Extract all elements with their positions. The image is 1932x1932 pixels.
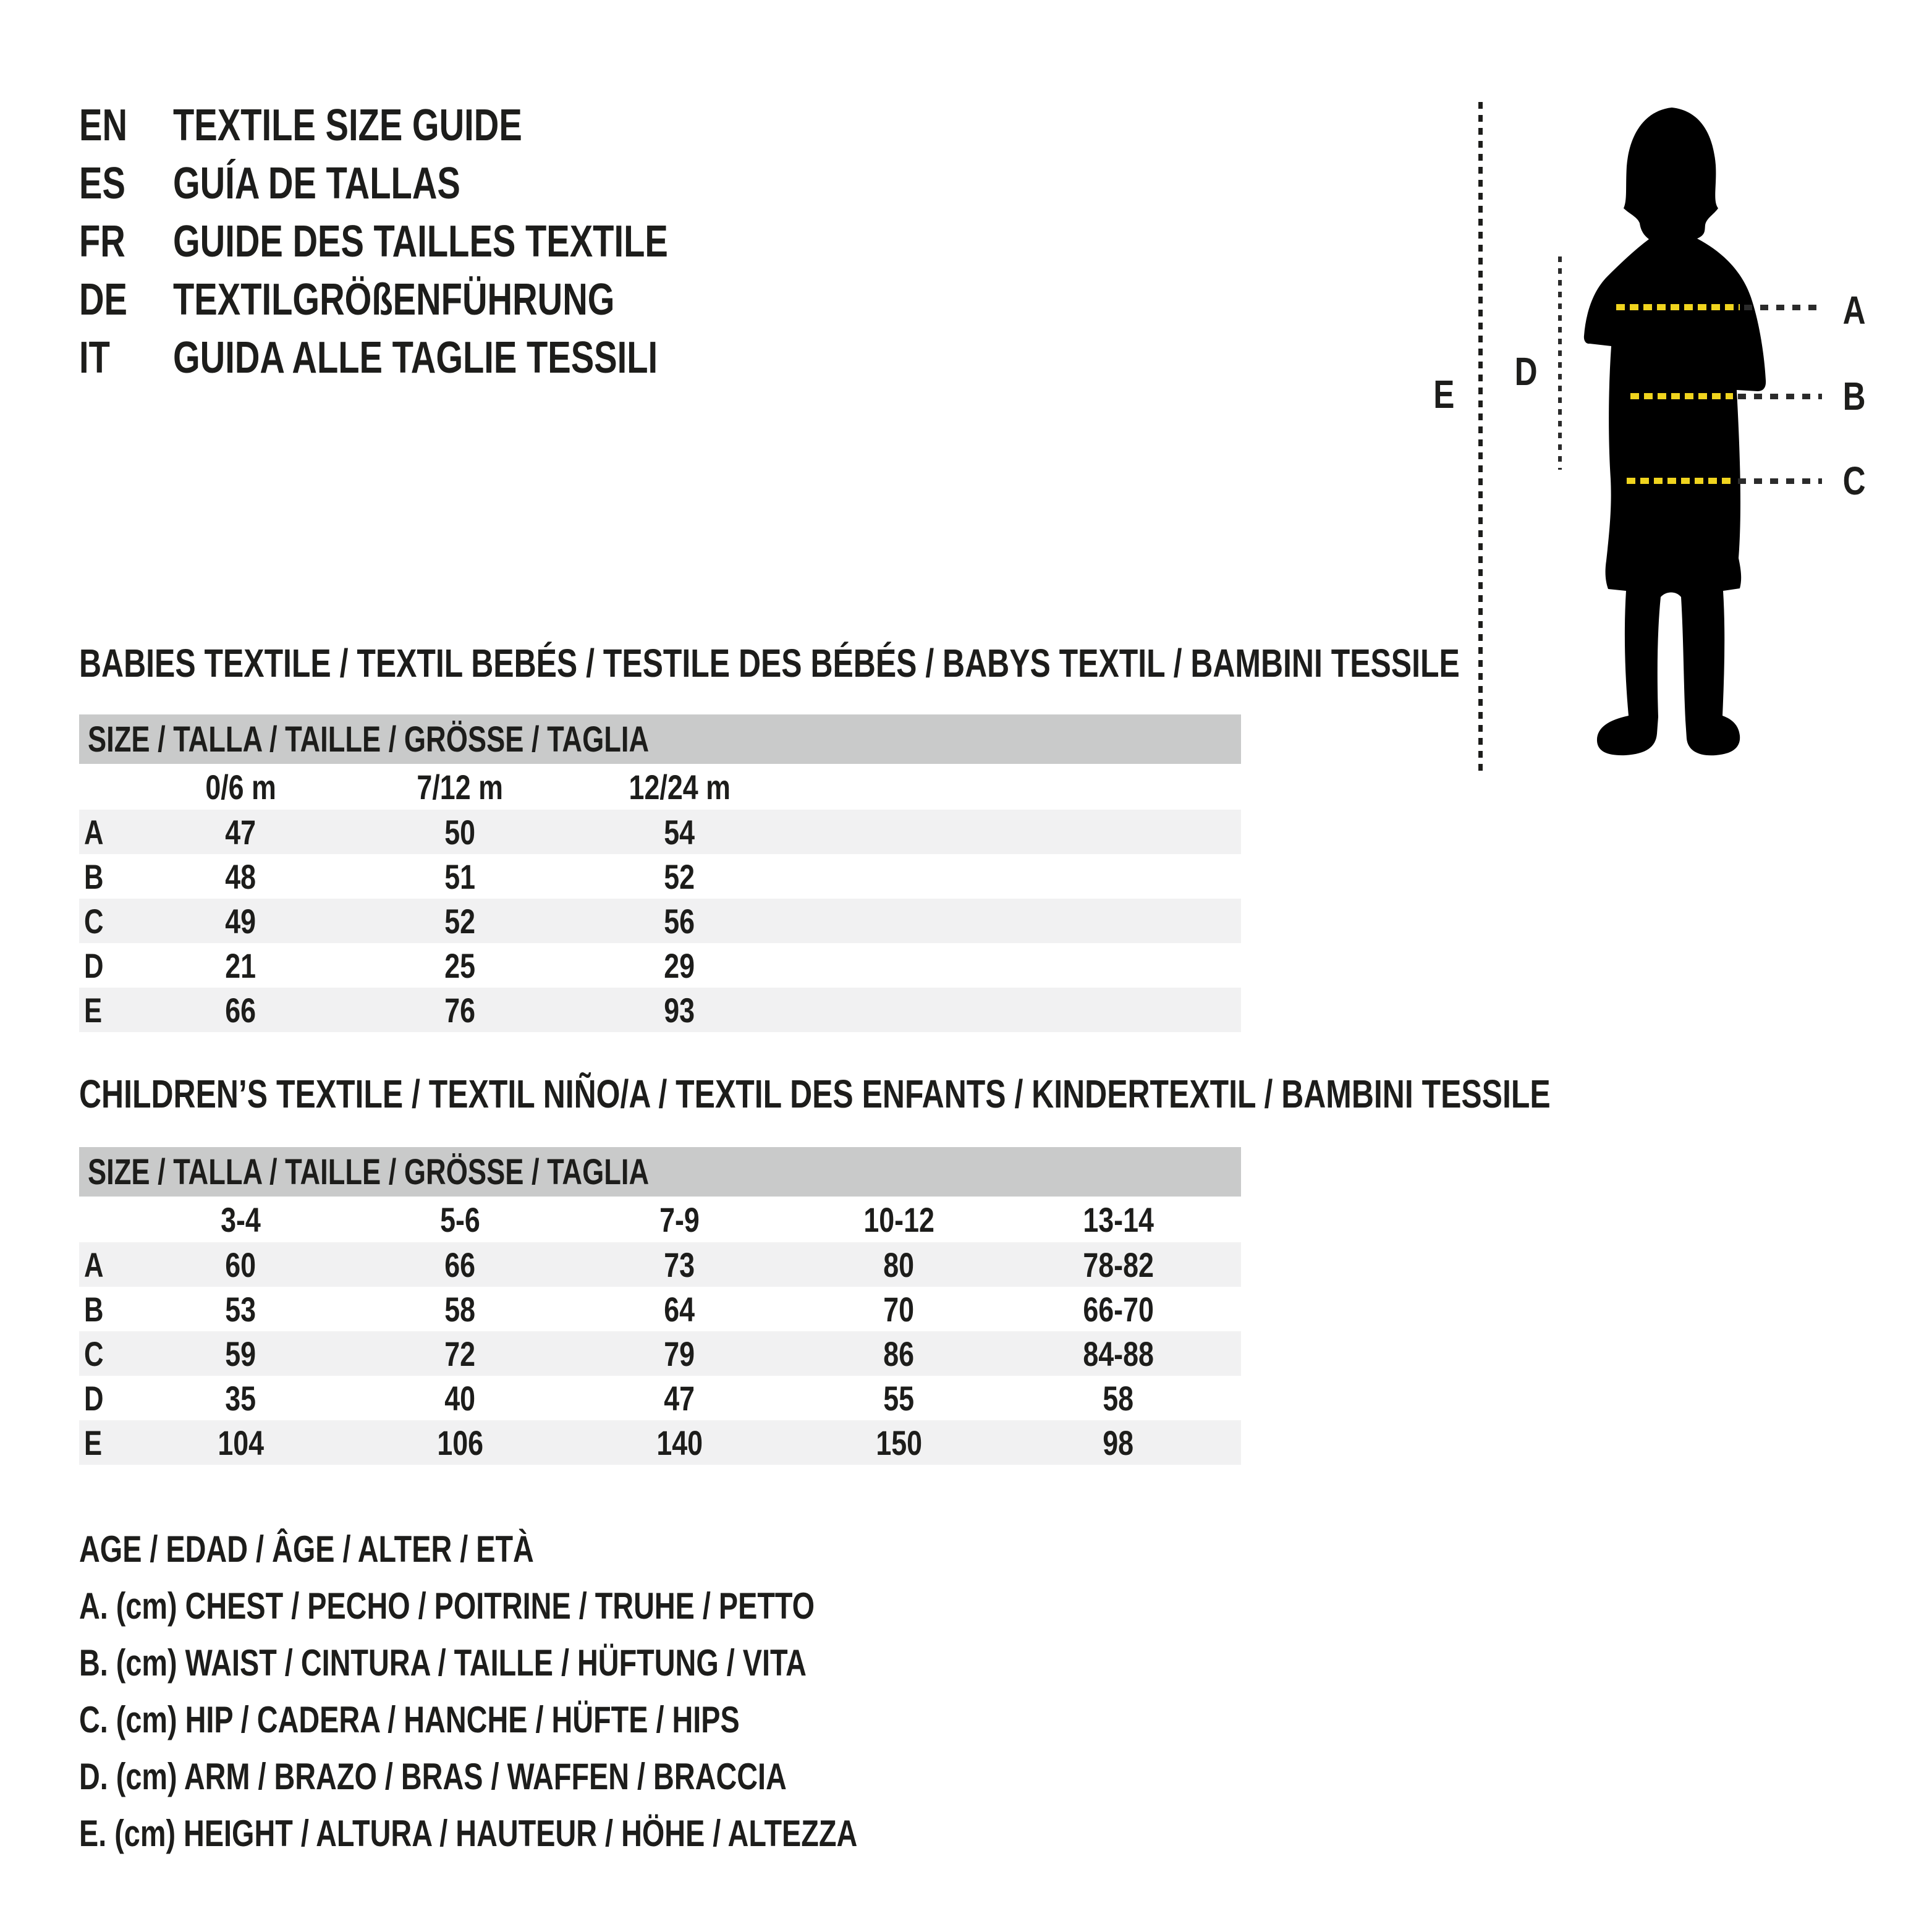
cell-value: 106 [437,1423,483,1462]
language-row-fr [79,218,808,265]
row-label: B [84,1289,104,1329]
cell-value: 58 [444,1289,476,1329]
children-column-header-row [79,1197,1241,1242]
cell-value: 64 [664,1289,695,1329]
cell-value: 78-82 [1083,1245,1154,1284]
cell-value: 50 [444,812,476,852]
language-row-es [79,160,541,207]
language-code: FR [79,217,125,266]
column-header: 10-12 [863,1200,934,1239]
cell-value: 21 [225,946,256,985]
measure-label-c: C [1842,459,1866,503]
cell-value: 52 [444,901,476,941]
children-row-b [79,1287,1241,1331]
children-row-e [79,1420,1241,1465]
waist-dash-yellow [1630,393,1733,399]
language-row-it [79,334,794,381]
cell-value: 35 [225,1378,256,1418]
measure-label-d: D [1514,349,1538,394]
children-row-a [79,1242,1241,1287]
cell-value: 58 [1103,1378,1134,1418]
babies-column-header-row [79,764,1241,810]
cell-value: 150 [876,1423,922,1462]
column-header: 7-9 [659,1200,700,1239]
hip-dash-yellow [1627,478,1733,484]
column-header: 7/12 m [417,767,504,807]
babies-size-header-bar: SIZE / TALLA / TAILLE / GRÖSSE / TAGLIA [79,714,1241,764]
cell-value: 47 [225,812,256,852]
cell-value: 93 [664,990,695,1030]
measure-label-b: B [1842,374,1866,418]
row-label: D [84,946,104,985]
cell-value: 84-88 [1083,1334,1154,1373]
row-label: A [84,812,104,852]
legend-height: E. (cm) HEIGHT / ALTURA / HAUTEUR / HÖHE / ALTEZZA [79,1812,858,1854]
cell-value: 53 [225,1289,256,1329]
row-label: E [84,1423,103,1462]
cell-value: 73 [664,1245,695,1284]
cell-value: 40 [444,1378,476,1418]
chest-dash-yellow [1616,304,1740,310]
row-label: C [84,901,104,941]
children-row-d [79,1376,1241,1420]
babies-row-e [79,988,1241,1032]
cell-value: 70 [883,1289,915,1329]
arm-measure-line-d [1558,256,1562,470]
column-header: 12/24 m [629,767,731,807]
row-label: D [84,1378,104,1418]
cell-value: 25 [444,946,476,985]
language-code: EN [79,101,128,150]
cell-value: 80 [883,1245,915,1284]
language-code: ES [79,159,125,208]
measure-label-a: A [1842,288,1866,333]
language-title: GUÍA DE TALLAS [173,159,460,208]
language-title: GUIDA ALLE TAGLIE TESSILI [173,333,658,383]
cell-value: 49 [225,901,256,941]
cell-value: 47 [664,1378,695,1418]
cell-value: 140 [656,1423,703,1462]
cell-value: 66 [225,990,256,1030]
cell-value: 76 [444,990,476,1030]
cell-value: 104 [218,1423,264,1462]
cell-value: 29 [664,946,695,985]
language-row-en [79,102,621,149]
language-title: TEXTILE SIZE GUIDE [173,101,522,150]
cell-value: 98 [1103,1423,1134,1462]
row-label: C [84,1334,104,1373]
measure-label-e: E [1433,372,1455,417]
babies-row-a [79,810,1241,854]
cell-value: 66 [444,1245,476,1284]
babies-section-title: BABIES TEXTILE / TEXTIL BEBÉS / TESTILE DES BÉBÉS / BABYS TEXTIL / BAMBINI TESSILE [79,641,1460,685]
language-row-de [79,276,739,323]
row-label: A [84,1245,104,1284]
cell-value: 79 [664,1334,695,1373]
language-title: TEXTILGRÖßENFÜHRUNG [173,275,615,324]
cell-value: 54 [664,812,695,852]
cell-value: 56 [664,901,695,941]
hip-dash-dark [1738,478,1822,484]
legend-arm: D. (cm) ARM / BRAZO / BRAS / WAFFEN / BRACCIA [79,1755,787,1797]
cell-value: 59 [225,1334,256,1373]
column-header: 13-14 [1083,1200,1154,1239]
language-code: DE [79,275,128,324]
legend-chest: A. (cm) CHEST / PECHO / POITRINE / TRUHE / PETTO [79,1585,815,1627]
row-label: E [84,990,103,1030]
cell-value: 60 [225,1245,256,1284]
column-header: 0/6 m [205,767,276,807]
legend-hip: C. (cm) HIP / CADERA / HANCHE / HÜFTE / HIPS [79,1698,740,1740]
cell-value: 55 [883,1378,915,1418]
waist-dash-dark [1738,394,1822,399]
language-title: GUIDE DES TAILLES TEXTILE [173,217,668,266]
cell-value: 48 [225,857,256,896]
cell-value: 86 [883,1334,915,1373]
legend-age: AGE / EDAD / ÂGE / ALTER / ETÀ [79,1528,534,1570]
children-size-header-bar: SIZE / TALLA / TAILLE / GRÖSSE / TAGLIA [79,1147,1241,1197]
cell-value: 66-70 [1083,1289,1154,1329]
column-header: 3-4 [221,1200,261,1239]
legend-waist: B. (cm) WAIST / CINTURA / TAILLE / HÜFTUNG / VITA [79,1642,807,1684]
babies-row-c [79,899,1241,943]
language-code: IT [79,333,110,383]
column-header: 5-6 [440,1200,480,1239]
chest-dash-dark [1744,305,1822,310]
cell-value: 52 [664,857,695,896]
children-row-c [79,1331,1241,1376]
babies-row-d [79,943,1241,988]
row-label: B [84,857,104,896]
children-section-title: CHILDREN’S TEXTILE / TEXTIL NIÑO/A / TEXTIL DES ENFANTS / KINDERTEXTIL / BAMBINI TESSILE [79,1072,1551,1116]
cell-value: 72 [444,1334,476,1373]
cell-value: 51 [444,857,476,896]
babies-row-b [79,854,1241,899]
